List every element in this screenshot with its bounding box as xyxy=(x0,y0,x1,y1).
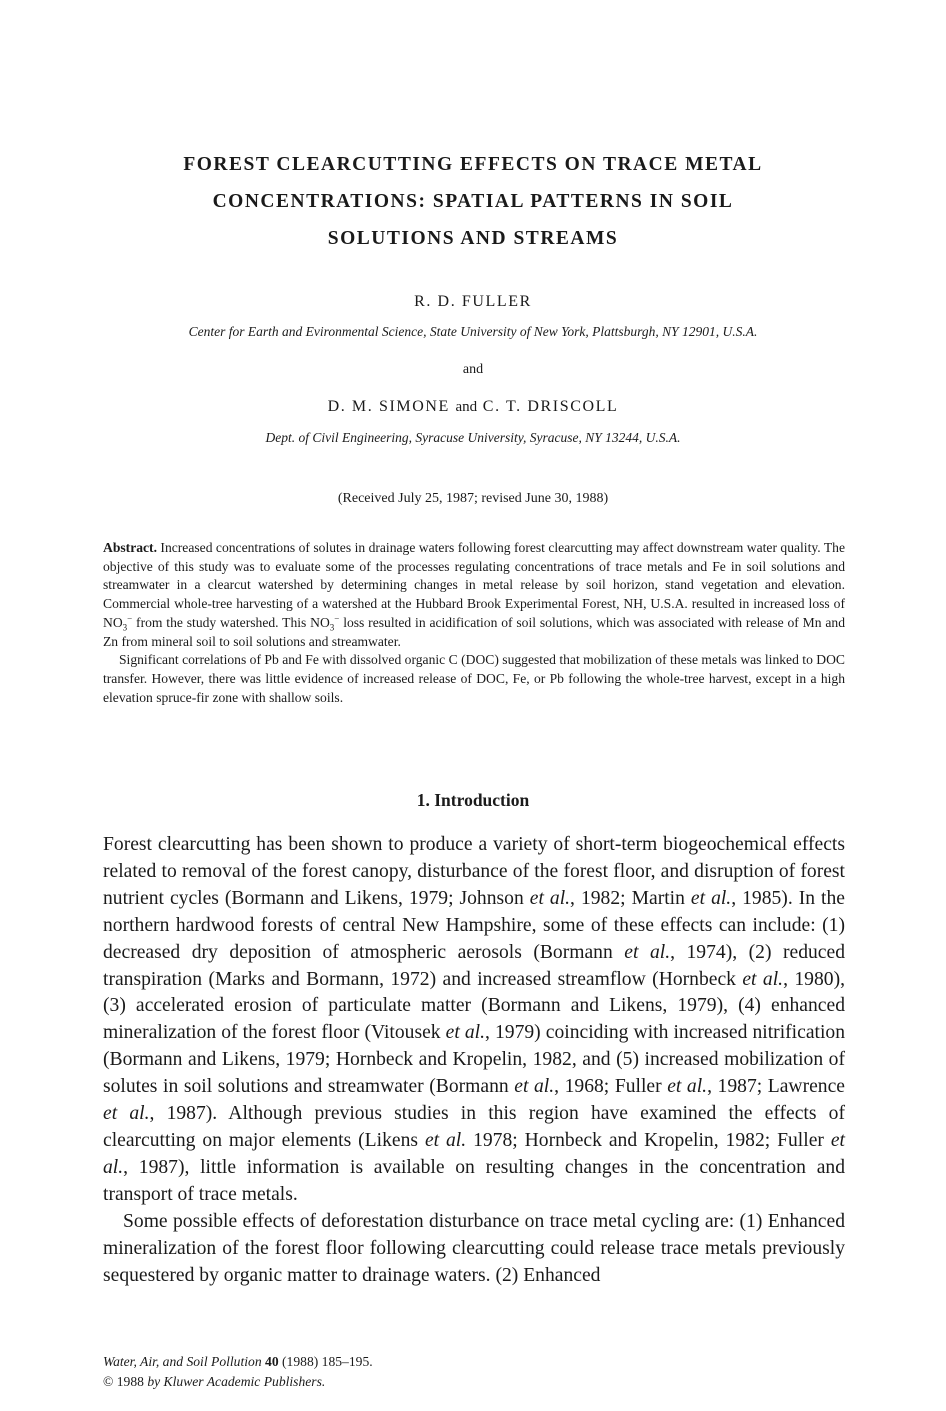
authors-simone-driscoll xyxy=(100,398,846,416)
abstract-label: Abstract. xyxy=(103,540,157,555)
copyright-line: © 1988 by Kluwer Academic Publishers. xyxy=(103,1374,326,1389)
body-paragraph: Forest clearcutting has been shown to produce a variety of short-term biogeochemical effects related to removal of the forest canopy, disturbance of the forest floor, and disruption of forest nutrient cycles (Bormann and Likens, 1979; Johnson et al., 1982; Martin et al., 1985). In the northern hardwood forests of central New Hampshire, some of these effects can include: (1) decreased dry deposition of atmospheric aerosols (Bormann et al., 1974), (2) reduced transpiration (Marks and Bormann, 1972) and increased streamflow (Hornbeck et al., 1980), (3) accelerated erosion of particulate matter (Bormann and Likens, 1979), (4) enhanced mineralization of the forest floor (Vitousek et al., 1979) coinciding with increased nitrification (Bormann and Likens, 1979; Hornbeck and Kropelin, 1982, and (5) increased mobilization of solutes in soil solutions and streamwater (Bormann et al., 1968; Fuller et al., 1987; Lawrence et al., 1987). Although previous studies in this region have examined the effects of clearcutting on major elements (Likens et al. 1978; Hornbeck and Kropelin, 1982; Fuller et al., 1987), little information is available on resulting changes in the concentration and transport of trace metals. xyxy=(103,834,845,1205)
author-and: and xyxy=(455,399,478,415)
author-simone: D. M. SIMONE xyxy=(327,398,450,415)
title-line: FOREST CLEARCUTTING EFFECTS ON TRACE METAL xyxy=(183,154,763,175)
author-driscoll: C. T. DRISCOLL xyxy=(482,398,619,415)
paper-title xyxy=(100,146,846,257)
affiliation-syracuse: Dept. of Civil Engineering, Syracuse University, Syracuse, NY 13244, U.S.A. xyxy=(265,430,681,445)
abstract-paragraph: Significant correlations of Pb and Fe with dissolved organic C (DOC) suggested that mobilization of these metals was linked to DOC transfer. However, there was little evidence of increased release of DOC, Fe, or Pb following the whole-tree harvest, except in a high elevation spruce-fir zone with shallow soils. xyxy=(103,652,845,705)
journal-footer xyxy=(103,1352,373,1392)
introduction-body xyxy=(103,832,845,1289)
body-paragraph: Some possible effects of deforestation disturbance on trace metal cycling are: (1) Enhanced mineralization of the forest floor following clearcutting could release trace metals previously sequestered by organic matter to drainage waters. (2) Enhanced xyxy=(103,1210,845,1286)
title-line: CONCENTRATIONS: SPATIAL PATTERNS IN SOIL xyxy=(212,191,734,212)
author-fuller: R. D. FULLER xyxy=(414,293,532,310)
section-heading: 1. Introduction xyxy=(416,790,530,810)
citation-line: Water, Air, and Soil Pollution 40 (1988) 185–195. xyxy=(103,1354,373,1369)
affiliation-plattsburgh: Center for Earth and Evironmental Science, State University of New York, Plattsburgh, NY 12901, U.S.A. xyxy=(188,324,758,339)
title-line: SOLUTIONS AND STREAMS xyxy=(327,228,619,249)
abstract xyxy=(103,539,845,707)
abstract-paragraph: Abstract. Increased concentrations of solutes in drainage waters following forest clearcutting may affect downstream water quality. The objective of this study was to evaluate some of the processes regulating concentrations of trace metals and Fe in soil solutions and streamwater in a clearcut watershed by determining changes in metal release by soil horizon, stand vegetation and elevation. Commercial whole-tree harvesting of a watershed at the Hubbard Brook Experimental Forest, NH, U.S.A. resulted in increased loss of $NO_3^-$ from the study watershed. This $NO_3^-$ loss resulted in acidification of soil solutions, which was associated with release of Mn and Zn from mineral soil to soil solutions and streamwater. xyxy=(103,540,845,649)
author-conjunction: and xyxy=(462,362,484,377)
received-dates: (Received July 25, 1987; revised June 30, 1988) xyxy=(337,491,609,506)
